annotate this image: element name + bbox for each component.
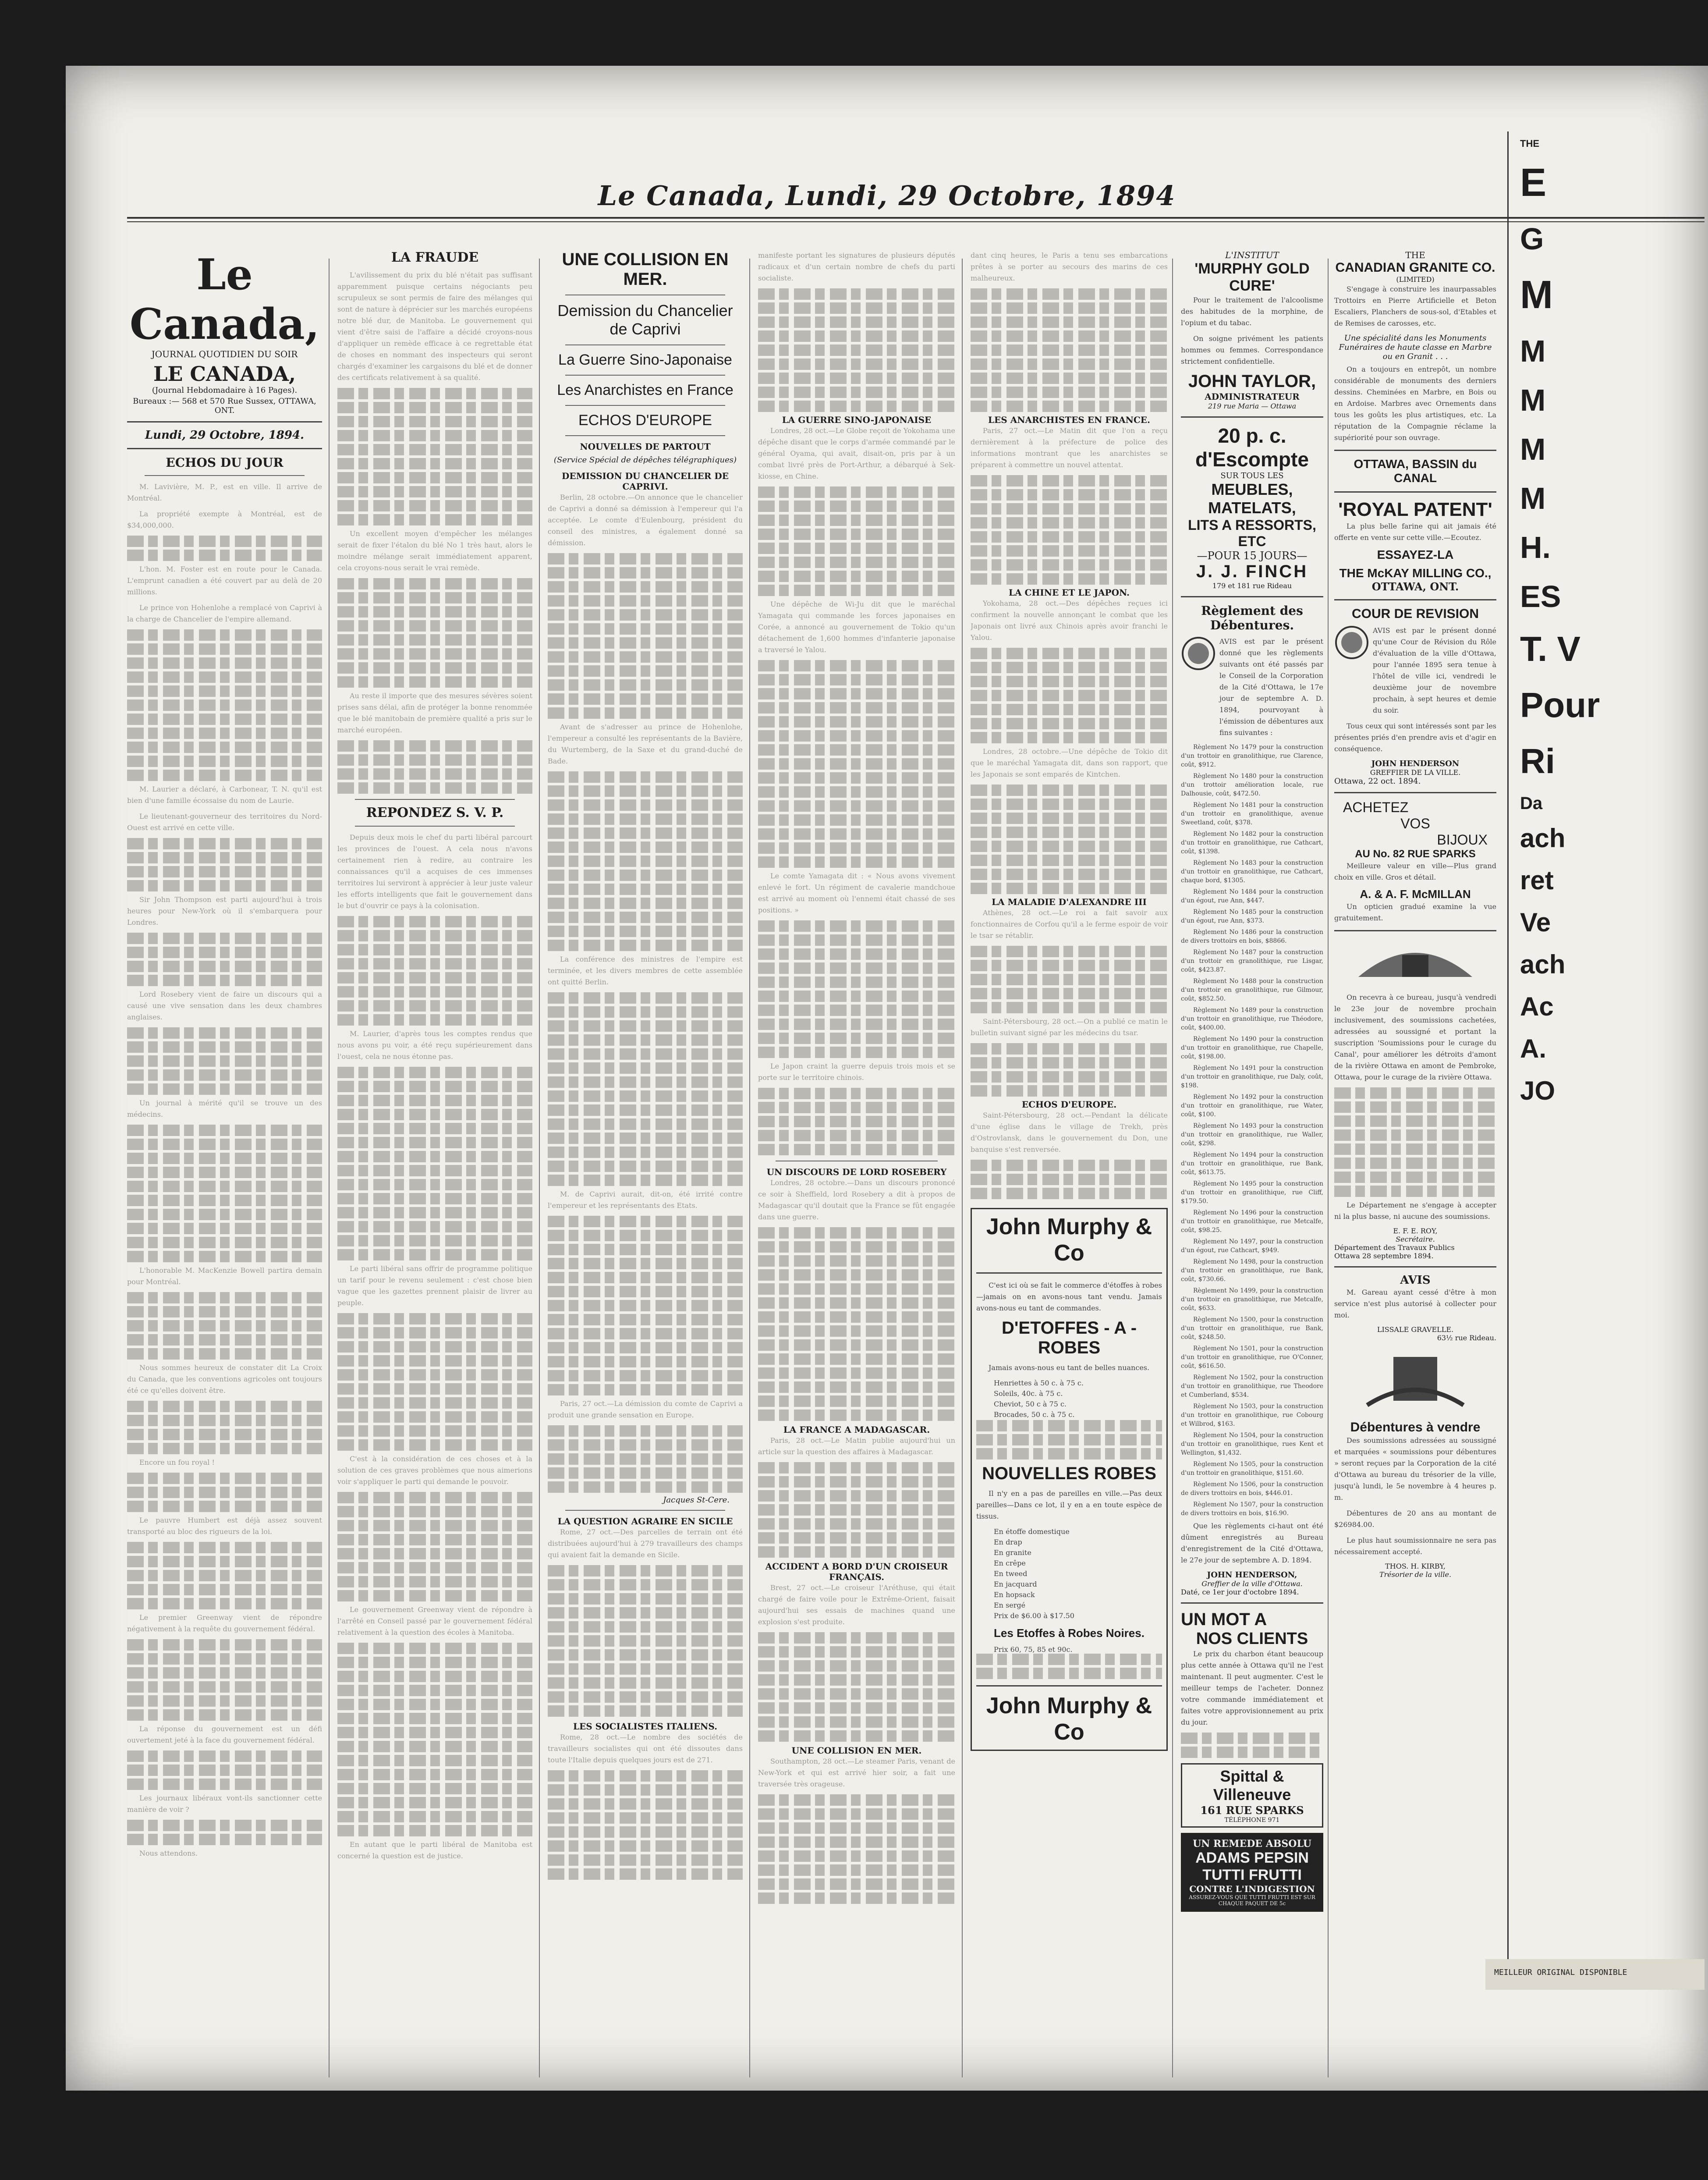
- article-paragraph: Yokohama, 28 oct.—Des dépêches reçues ici confirment la nouvelle annonçant le combat que les Japonais ont livré aux Chinois après avoir franchi le Yalou.: [971, 599, 1168, 642]
- ad-text: UN REMEDE ABSOLU: [1193, 1838, 1311, 1850]
- ad-text: La plus belle farine qui ait jamais été offerte en vente sur cette ville.—Ecoutez.: [1334, 522, 1496, 542]
- bylaw-item: Règlement No 1501, pour la construction d'un trottoir en granolithique, rue O'Conner, coût, $616.50.: [1181, 1345, 1323, 1370]
- bylaw-item: Règlement No 1504, pour la construction d'un trottoir en granolithique, rues Kent et Wellington, $1,432.: [1181, 1432, 1323, 1456]
- edge-fragment: ES: [1520, 579, 1561, 614]
- notice-text: Des soumissions adressées au soussigné et marquées « soumissions pour débentures » seront reçues par la Corporation de la cité d'Ottawa au bureau du trésorier de la ville, jusqu'à lundi, le 5e novembre à 4 heures p. m.: [1334, 1436, 1496, 1502]
- ad-text: ADMINISTRATEUR: [1205, 391, 1300, 402]
- newspaper-page: [66, 66, 1708, 2091]
- article-paragraph: Londres, 28 octobre.—Une dépêche de Tokio dit que le maréchal Yamagata dit, dans son rapport, que les Japonais se sont emparés de Kintchen.: [971, 747, 1168, 778]
- article-paragraph: Un excellent moyen d'empêcher les mélanges serait de fixer l'étalon du blé No 1 très haut, alors le moindre mélange serait immédiatement apparent, cela croyons-nous serait le vrai remède.: [337, 529, 532, 572]
- signatory-title: Greffier de la ville d'Ottawa.: [1201, 1580, 1303, 1588]
- news-item: Encore un fou royal !: [139, 1458, 215, 1466]
- ad-list-item: En sergé: [994, 1601, 1026, 1609]
- divider: [145, 475, 305, 476]
- notice-intro: [1181, 636, 1323, 743]
- ad-title: ADAMS PEPSIN: [1195, 1850, 1309, 1866]
- column-divider: [1172, 259, 1173, 2077]
- notice-text: On recevra à ce bureau, jusqu'à vendredi le 23e jour de novembre prochain inclusivement, des soumissions cachetées, adressées au soussigné et portant la suscription 'Soumissions pour le curage du Canal', pour améliorer les détroits d'amont de la rivière Ottawa en amont de Pembroke, Ottawa, pour le curage de la rivière Ottawa.: [1334, 993, 1496, 1081]
- signatory: LISSALE GRAVELLE.: [1377, 1325, 1454, 1334]
- divider: [355, 799, 515, 800]
- signatory: JOHN HENDERSON,: [1207, 1570, 1297, 1580]
- ad-list: [976, 1378, 1162, 1420]
- article-paragraph: Paris, 27 oct.—La démission du comte de Caprivi a produit une grande sensation en Europe.: [548, 1399, 743, 1419]
- ad-text: Jamais avons-nous eu tant de belles nuances.: [989, 1363, 1150, 1372]
- article-paragraph: Brest, 27 oct.—Le croiseur l'Aréthuse, qui était chargé de faire voile pour le Extrême-Orient, faisait aujourd'hui ses essais de machines quand une explosion s'est produite.: [758, 1584, 955, 1626]
- ad-title: VOS: [1400, 816, 1430, 831]
- ad-label: L'INSTITUT: [1225, 250, 1279, 260]
- article-paragraph: Rome, 28 oct.—Le nombre des sociétés de travailleurs socialistes qui ont été dissoutes dans toute l'Italie depuis quelques jours est de 271.: [548, 1733, 743, 1764]
- bylaw-item: Règlement No 1495 pour la construction d'un trottoir en granolithique, rue Cliff, $179.50.: [1181, 1180, 1323, 1205]
- article-heading: LA FRAUDE: [391, 250, 479, 265]
- notice-date: Ottawa, 22 oct. 1894.: [1334, 777, 1421, 786]
- ad-title: 'ROYAL PATENT': [1338, 499, 1492, 520]
- ad-list-item: Henriettes à 50 c. à 75 c.: [994, 1379, 1084, 1387]
- divider: [1181, 416, 1323, 418]
- ad-text: CONTRE L'INDIGESTION: [1189, 1884, 1315, 1894]
- masthead: Le Canada, Lundi, 29 Octobre, 1894: [598, 180, 1176, 212]
- ad-title: BIJOUX: [1437, 832, 1488, 848]
- article-paragraph: Londres, 28 oct.—Le Globe reçoit de Yokohama une dépêche disant que le corps d'armée commandé par le général Oyama, qui avait, disait-on, pris par à un combat livré près de Port-Arthur, a débarqué à Sek-kiosse, en Chine.: [758, 426, 955, 480]
- ad-text: 219 rue Maria — Ottawa: [1208, 402, 1297, 410]
- bylaw-item: Règlement No 1502, pour la construction d'un trottoir en granolithique, rue Theodore et Cumberland, $534.: [1181, 1374, 1323, 1399]
- article-paragraph: L'avilissement du prix du blé n'était pas suffisant apparemment puisque certains négociants peu scrupuleux se sont permis de faire des mélanges qui sont de nature à déprécier sur les marchés européens notre blé dur, de Manitoba. Le gouvernement qui vient d'être saisi de l'affaire a décidé croyons-nous d'appliquer un remède efficace à ce regrettable état de choses en nommant des inspecteurs qui seront chargés d'examiner les cargaisons du blé et de donner des certificats relativement à sa qualité.: [337, 271, 532, 382]
- article-paragraph: Southampton, 28 oct.—Le steamer Paris, venant de New-York et qui est arrivé hier soir, a fait une traversée très orageuse.: [758, 1757, 955, 1788]
- bylaw-item: Règlement No 1491 pour la construction d'un trottoir en granolithique, rue Daly, coût, $198.: [1181, 1065, 1323, 1089]
- article-paragraph: Rome, 27 oct.—Des parcelles de terrain ont été distribuées aujourd'hui à 279 travailleurs des champs qui avaient fait la demande en Sicile.: [548, 1528, 743, 1559]
- column-divider: [329, 259, 330, 2077]
- article-paragraph: Londres, 28 octobre.—Dans un discours prononcé ce soir à Sheffield, lord Rosebery a dit à propos de Madagascar qu'il doutait que la France se fût engagée dans une guerre.: [758, 1179, 955, 1221]
- ad-title: J. J. FINCH: [1196, 562, 1308, 581]
- weekly-note: (Journal Hebdomadaire à 16 Pages).: [152, 386, 298, 395]
- ad-text: AU No. 82 RUE SPARKS: [1355, 848, 1476, 860]
- ad-text: Il n'y en a pas de pareilles en ville.—Pas deux pareilles—Dans ce lot, il y en a en toute espèce de tissus.: [976, 1489, 1162, 1520]
- signatory-address: 63½ rue Rideau.: [1437, 1334, 1496, 1342]
- ad-list-item: Soleils, 40c. à 75 c.: [994, 1389, 1063, 1398]
- ad-text: Le prix du charbon étant beaucoup plus cette année à Ottawa qu'il ne l'est maintenant. Il peut augmenter. C'est le meilleur temps de l'acheter. Donnez votre commande immédiatement et faites votre approvisionnement au prix du jour.: [1181, 1650, 1323, 1726]
- column-4: [758, 250, 955, 2073]
- edge-fragments: [1509, 131, 1697, 1112]
- bylaw-item: Règlement No 1507, pour la construction de divers trottoirs en bois, $16.90.: [1181, 1501, 1323, 1517]
- article-paragraph: Athènes, 28 oct.—Le roi a fait savoir aux fonctionnaires de Corfou qu'il a le ferme espoir de voir le tsar se rétablir.: [971, 909, 1168, 940]
- ad-text: Meilleure valeur en ville—Plus grand choix en ville. Gros et détail.: [1334, 862, 1496, 881]
- adjacent-page-edge: [1507, 131, 1697, 1972]
- edge-fragment: G: [1520, 222, 1544, 256]
- column-divider: [1328, 259, 1329, 2077]
- edge-fragment: M: [1520, 432, 1546, 467]
- column-6: [1181, 250, 1323, 2073]
- column-7: [1334, 250, 1496, 2073]
- divider: [976, 1685, 1162, 1686]
- bylaw-item: Règlement No 1494 pour la construction d'un trottoir en granolithique, rue Bank, coût, $613.75.: [1181, 1151, 1323, 1176]
- edge-fragment: ach: [1520, 824, 1566, 853]
- murphy-ad: [971, 1208, 1168, 1751]
- ad-title: ACHETEZ: [1343, 799, 1409, 815]
- news-item: Le pauvre Humbert est déjà assez souvent transporté au bloc des rigueurs de la loi.: [127, 1516, 322, 1536]
- news-item: Sir John Thompson est parti aujourd'hui à trois heures pour New-York où il s'embarquera pour Londres.: [127, 895, 322, 927]
- ad-title: 'MURPHY GOLD CURE': [1194, 260, 1310, 294]
- divider: [1334, 930, 1496, 931]
- ad-label: THE: [1405, 250, 1425, 260]
- divider: [1334, 450, 1496, 451]
- notice-heading: Débentures à vendre: [1350, 1420, 1481, 1434]
- ad-list-item: En drap: [994, 1538, 1022, 1546]
- article-paragraph: Saint-Pétersbourg, 28 oct.—Pendant la délicate d'une église dans le village de Trekh, près d'Ostrovlansk, dans le gouvernement du Don, une banquise s'est renversée.: [971, 1111, 1168, 1154]
- divider: [127, 448, 322, 449]
- ad-text: Prix 60, 75, 85 et 90c.: [994, 1645, 1073, 1654]
- article-paragraph: Le parti libéral sans offrir de programme politique un tarif pour le revenu seulement : c'est chose bien vague que les gazettes prennent plaisir de livrer au peuple.: [337, 1264, 532, 1307]
- news-item: M. Lavivière, M. P., est en ville. Il arrive de Montréal.: [127, 483, 322, 502]
- bylaw-item: Règlement No 1483 pour la construction d'un trottoir en granolithique, rue Cathcart, chaque bord, $1305.: [1181, 859, 1323, 884]
- ad-heading: NOUVELLES ROBES: [982, 1464, 1156, 1483]
- edge-fragment: JO: [1520, 1076, 1556, 1106]
- divider: [565, 405, 725, 406]
- signatory: JOHN HENDERSON: [1371, 759, 1460, 768]
- headline: UNE COLLISION EN MER.: [562, 250, 729, 289]
- divider: [1334, 792, 1496, 793]
- ad-title: MEUBLES,: [1211, 480, 1293, 498]
- ad-text: (LIMITED): [1396, 275, 1435, 284]
- column-3: [548, 250, 743, 2073]
- edge-fragment: THE: [1520, 138, 1539, 149]
- bylaw-item: Règlement No 1490 pour la construction d'un trottoir en granolithique, rue Chapelle, coût, $198.00.: [1181, 1036, 1323, 1060]
- ad-heading: Les Etoffes à Robes Noires.: [994, 1626, 1145, 1640]
- article-paragraph: C'est à la considération de ces choses et à la solution de ces graves problèmes que nous aimerions voir s'appliquer le parti qui demande le pouvoir.: [337, 1455, 532, 1486]
- ad-title: A. & A. F. McMILLAN: [1360, 888, 1471, 901]
- news-item: Nous sommes heureux de constater dit La Croix du Canada, que les conventions agricoles ont toujours été ce qu'elles doivent être.: [127, 1363, 322, 1395]
- bylaw-item: Règlement No 1498, pour la construction d'un trottoir en granolithique, rue Bank, coût, $730.66.: [1181, 1258, 1323, 1283]
- divider: [1334, 491, 1496, 493]
- divider: [976, 1272, 1162, 1274]
- deck: NOUVELLES DE PARTOUT: [580, 441, 711, 452]
- ad-text: OTTAWA, ONT.: [1371, 580, 1459, 593]
- notice-heading: COUR DE REVISION: [1351, 607, 1479, 621]
- edge-fragment: M: [1520, 481, 1546, 516]
- bylaw-item: Règlement No 1485 pour la construction d'un égout, rue Ann, $373.: [1181, 909, 1323, 924]
- bylaw-item: Règlement No 1479 pour la construction d'un trottoir en granolithique, rue Clarence, coût, $912.: [1181, 744, 1323, 768]
- article-paragraph: Le Japon craint la guerre depuis trois mois et se porte sur le territoire chinois.: [758, 1062, 955, 1082]
- news-item: Le premier Greenway vient de répondre négativement à la requête du gouvernement fédéral.: [127, 1613, 322, 1633]
- bylaw-item: Règlement No 1505, pour la construction d'un trottoir en granolithique, $151.60.: [1181, 1461, 1323, 1477]
- ad-title: OTTAWA, BASSIN du CANAL: [1354, 457, 1477, 485]
- signatory: E. F. E. ROY,: [1393, 1227, 1438, 1235]
- city-seal-icon: [1334, 625, 1369, 660]
- ad-text: —POUR 15 JOURS—: [1197, 550, 1308, 562]
- edge-fragment: ach: [1520, 950, 1566, 980]
- article-heading: LA MALADIE D'ALEXANDRE III: [992, 897, 1147, 907]
- article-heading: LA QUESTION AGRAIRE EN SICILE: [557, 1516, 733, 1527]
- notice-date: Daté, ce 1er jour d'octobre 1894.: [1181, 1588, 1299, 1596]
- ad-list-item: En hopsack: [994, 1591, 1035, 1599]
- edge-fragment: Ve: [1520, 908, 1551, 937]
- bylaw-item: Règlement No 1496 pour la construction d'un trottoir en granolithique, rue Metcalfe, coût, $98.25.: [1181, 1209, 1323, 1234]
- edge-fragment: A.: [1520, 1034, 1546, 1064]
- ad-list-item: En jacquard: [994, 1580, 1037, 1588]
- column-1: [127, 250, 322, 2073]
- notice-text: AVIS est par le présent donné qu'une Cour de Révision du Rôle d'évaluation de la ville d'Ottawa, pour l'année 1895 sera tenue à l'hôtel de ville ici, vendredi le deuxième jour de novembre prochain, à sept heures et demie du soir.: [1373, 626, 1496, 714]
- article-paragraph: dant cinq heures, le Paris a tenu ses embarcations prêtes à se porter au secours des marins de ces malheureux.: [971, 251, 1168, 282]
- ad-title: CANADIAN GRANITE CO.: [1335, 260, 1495, 275]
- edge-fragment: E: [1520, 161, 1547, 205]
- article-heading: LES SOCIALISTES ITALIENS.: [573, 1721, 718, 1732]
- ad-title: John Murphy & Co: [986, 1214, 1152, 1266]
- ad-title: JOHN TAYLOR,: [1188, 372, 1316, 391]
- bylaw-item: Règlement No 1487 pour la construction d'un trottoir en granolithique, rue Lisgar, coût, $423.87.: [1181, 949, 1323, 973]
- article-heading: DEMISSION DU CHANCELIER DE CAPRIVI.: [562, 471, 729, 492]
- article-paragraph: M. de Caprivi aurait, dit-on, été irrité contre l'empereur et les représentants des Etats.: [548, 1190, 743, 1210]
- coat-of-arms-icon: [1350, 937, 1481, 986]
- article-paragraph: Saint-Pétersbourg, 28 oct.—On a publié ce matin le bulletin suivant signé par les médecins du tsar.: [971, 1017, 1168, 1037]
- notice-text: Le Département ne s'engage à accepter ni la plus basse, ni aucune des soumissions.: [1334, 1201, 1496, 1221]
- article-paragraph: Avant de s'adresser au prince de Hohenlohe, l'empereur a consulté les représentants de la Bavière, du Wurtemberg, de la Saxe et du grand-duché de Bade.: [548, 723, 743, 765]
- ad-list: [976, 1527, 1162, 1621]
- article-heading: ECHOS D'EUROPE.: [1021, 1099, 1117, 1110]
- divider: [1334, 599, 1496, 600]
- notice-date: Département des Travaux Publics Ottawa 28 septembre 1894.: [1334, 1243, 1455, 1260]
- microfilm-label: MEILLEUR ORIGINAL DISPONIBLE: [1485, 1959, 1704, 1990]
- divider: [1181, 596, 1323, 597]
- byline: Jacques St-Cere.: [663, 1495, 730, 1505]
- notice-text: Que les règlements ci-haut ont été dûment enregistrés au Bureau d'enregistrement de la Cité d'Ottawa, le 27e jour de septembre A. D. 1894.: [1181, 1522, 1323, 1564]
- ad-title: LITS A RESSORTS, ETC: [1188, 517, 1316, 549]
- article-heading: REPONDEZ S. V. P.: [366, 805, 504, 820]
- paper-subtitle: JOURNAL QUOTIDIEN DU SOIR: [151, 349, 298, 359]
- ad-text: S'engage à construire les inaurpassables Trottoirs en Pierre Artificielle et Beton Escaliers, Planchers de sous-sol, d'Etables et de Remises de carosses, etc.: [1334, 285, 1496, 327]
- article-paragraph: M. Laurier, d'après tous les comptes rendus que nous avons pu voir, a été reçu supérieurement dans l'ouest, cela ne nous étonne pas.: [337, 1030, 532, 1061]
- ad-title: ESSAYEZ-LA: [1377, 548, 1454, 561]
- paper-title: Le Canada,: [129, 250, 320, 349]
- edge-fragment: H.: [1520, 530, 1551, 565]
- news-item: L'honorable M. MacKenzie Bowell partira demain pour Montréal.: [127, 1266, 322, 1286]
- article-paragraph: En autant que le parti libéral de Manitoba est concerné la question est de justice.: [337, 1840, 532, 1860]
- deck: Demission du Chancelier de Caprivi: [557, 302, 733, 338]
- city-arms-icon: [1350, 1348, 1481, 1414]
- divider: [1181, 1602, 1323, 1604]
- edge-fragment: M: [1520, 334, 1546, 369]
- article-paragraph: La conférence des ministres de l'empire est terminée, et les divers membres de cette assemblée ont quitté Berlin.: [548, 955, 743, 986]
- bylaw-item: Règlement No 1497, pour la construction d'un égout, rue Cathcart, $949.: [1181, 1238, 1323, 1254]
- bylaw-item: Règlement No 1480 pour la construction d'un trottoir amélioration locale, rue Dalhousie, coût, $472.50.: [1181, 773, 1323, 797]
- bylaw-item: Règlement No 1489 pour la construction d'un trottoir en granolithique, rue Théodore, coût, $400.00.: [1181, 1007, 1323, 1031]
- ad-text: Pour le traitement de l'alcoolisme des habitudes de la morphine, de l'opium et du tabac.: [1181, 296, 1323, 327]
- divider: [565, 1510, 725, 1511]
- bylaw-list: [1181, 743, 1323, 1518]
- ad-list-item: En tweed: [994, 1569, 1028, 1578]
- ad-text: On soigne privément les patients hommes ou femmes. Correspondance strictement confidentielle.: [1181, 334, 1323, 366]
- divider: [565, 375, 725, 376]
- bylaw-item: Règlement No 1488 pour la construction d'un trottoir en granolithique, rue Gilmour, coût, $852.50.: [1181, 978, 1323, 1002]
- notice-text: AVIS est par le présent donné que les règlements suivants ont été passés par le Conseil de la Corporation de la Cité d'Ottawa, le 17e jour de septembre A. D. 1894, pourvoyant à l'émission de débentures aux fins suivantes :: [1219, 637, 1323, 737]
- news-item: Un journal à mérité qu'il se trouve un des médecins.: [127, 1099, 322, 1118]
- bylaw-item: Règlement No 1493 pour la construction d'un trottoir en granolithique, rue Waller, coût, $298.: [1181, 1122, 1323, 1147]
- column-divider: [749, 259, 750, 2077]
- edge-fragment: Ri: [1520, 742, 1555, 781]
- signatory: THOS. H. KIRBY,: [1385, 1562, 1446, 1570]
- ad-text: 179 et 181 rue Rideau: [1212, 582, 1292, 590]
- tutti-frutti-ad: [1181, 1833, 1323, 1912]
- article-paragraph: Une dépêche de Wi-Ju dit que le maréchal Yamagata qui commande les forces japonaises en Corée, a annoncé au gouvernement de Tokio qu'un détachement de 1,600 hommes d'infanterie japonaise a traversé le Yalou.: [758, 600, 955, 654]
- ad-heading: D'ETOFFES - A - ROBES: [1001, 1318, 1137, 1357]
- news-item: La réponse du gouvernement est un défi ouvertement jeté à la face du gouvernement fédéral.: [127, 1725, 322, 1744]
- article-heading: LA CHINE ET LE JAPON.: [1009, 587, 1130, 598]
- ad-list-item: En crêpe: [994, 1559, 1026, 1567]
- column-divider: [962, 259, 963, 2077]
- edge-fragment: ret: [1520, 866, 1554, 895]
- edge-fragment: T. V: [1520, 629, 1580, 669]
- article-paragraph: Depuis deux mois le chef du parti libéral parcourt les provinces de l'ouest. A cela nous n'avons certainement rien à redire, au contraire les connaissances qu'il a acquises de ces immenses territoires lui serviront à apprécier à leur juste valeur les efforts intelligents que fait le gouvernement dans le but d'ouvrir ce pays à la colonisation.: [337, 833, 532, 910]
- ad-title: THE McKAY MILLING CO.,: [1339, 566, 1492, 580]
- article-heading: ACCIDENT A BORD D'UN CROISEUR FRANÇAIS.: [765, 1561, 948, 1582]
- masthead-rule: [127, 217, 1704, 219]
- article-paragraph: Paris, 27 oct.—Le Matin dit que l'on a reçu dernièrement à la préfecture de police des informations montrant que les anarchistes se préparent à commettre un nouvel attentat.: [971, 426, 1168, 469]
- bylaw-item: Règlement No 1481 pour la construction d'un trottoir en granolithique, avenue Sweetland, coût, $378.: [1181, 802, 1323, 826]
- news-item: Le lieutenant-gouverneur des territoires du Nord-Ouest est arrivé en cette ville.: [127, 812, 322, 832]
- signatory-title: Secrétaire.: [1396, 1235, 1435, 1243]
- bylaw-item: Règlement No 1499, pour la construction d'un trottoir en granolithique, rue Metcalfe, coût, $633.: [1181, 1287, 1323, 1312]
- divider: [1334, 1266, 1496, 1268]
- ad-title: UN MOT A: [1181, 1610, 1267, 1629]
- article-heading: UNE COLLISION EN MER.: [791, 1745, 922, 1756]
- edge-fragment: Da: [1520, 794, 1543, 813]
- edge-fragment: M: [1520, 383, 1546, 418]
- ad-list-item: Brocades, 50 c. à 75 c.: [994, 1410, 1075, 1419]
- notice-intro: [1334, 625, 1496, 721]
- deck: Les Anarchistes en France: [557, 382, 734, 398]
- masthead-rule-thin: [127, 221, 1704, 222]
- ad-text: TÉLÉPHONE 971: [1224, 1817, 1280, 1824]
- ad-list-item: En granite: [994, 1548, 1031, 1557]
- article-heading: LA GUERRE SINO-JAPONAISE: [782, 415, 932, 425]
- bylaw-item: Règlement No 1500, pour la construction d'un trottoir en granolithique, rue Bank, coût, $248.50.: [1181, 1316, 1323, 1341]
- ad-text: Une spécialité dans les Monuments Funéraires de haute classe en Marbre ou en Granit . . .: [1339, 334, 1492, 361]
- issue-date: Lundi, 29 Octobre, 1894.: [145, 429, 305, 442]
- ad-text: SUR TOUS LES: [1220, 471, 1284, 480]
- article-paragraph: Berlin, 28 octobre.—On annonce que le chancelier de Caprivi a donné sa démission à l'empereur qui l'a acceptée. Le comte d'Eulenbourg, président du conseil des ministres, a également donné sa démission.: [548, 493, 743, 547]
- city-seal-icon: [1181, 636, 1216, 671]
- section-heading: ECHOS DU JOUR: [166, 455, 283, 470]
- ad-title: NOS CLIENTS: [1196, 1630, 1308, 1648]
- divider: [565, 435, 725, 436]
- ad-text: 161 RUE SPARKS: [1200, 1804, 1304, 1817]
- notice-text: M. Gareau ayant cessé d'être à mon service n'est plus autorisé à collecter pour moi.: [1334, 1288, 1496, 1319]
- office-address: Bureaux :— 568 et 570 Rue Sussex, OTTAWA, ONT.: [133, 397, 316, 415]
- news-item: Nous attendons.: [139, 1849, 198, 1857]
- article-paragraph: manifeste portant les signatures de plusieurs députés radicaux et d'un certain nombre de chefs du parti socialiste.: [758, 251, 955, 282]
- signatory-title: Trésorier de la ville.: [1379, 1570, 1452, 1579]
- spittal-ad: [1181, 1763, 1323, 1828]
- news-item: Le prince von Hohenlohe a remplacé von Caprivi à la charge de Chancelier de l'empire allemand.: [127, 604, 322, 623]
- weekly-title: LE CANADA,: [153, 362, 296, 386]
- ad-title: John Murphy & Co: [986, 1693, 1152, 1745]
- bylaw-item: Règlement No 1482 pour la construction d'un trottoir en granolithique, rue Cathcart, coût, $1398.: [1181, 831, 1323, 855]
- article-paragraph: Le comte Yamagata dit : « Nous avons vivement enlevé le fort. Un régiment de cavalerie mandchoue est arrivé au moment où l'ennemi était chassé de ses positions. »: [758, 872, 955, 914]
- bylaw-item: Règlement No 1503, pour la construction d'un trottoir en granolithique, rue Cobourg et Wilbrod, $163.: [1181, 1403, 1323, 1427]
- news-item: L'hon. M. Foster est en route pour le Canada. L'emprunt canadien a été couvert par au delà de 20 millions.: [127, 565, 322, 596]
- article-heading: LA FRANCE A MADAGASCAR.: [783, 1424, 930, 1435]
- column-divider: [539, 259, 540, 2077]
- column-5: [971, 250, 1168, 2073]
- ad-list-item: Cheviot, 50 c à 75 c.: [994, 1400, 1067, 1408]
- deck: La Guerre Sino-Japonaise: [558, 351, 732, 368]
- article-heading: UN DISCOURS DE LORD ROSEBERY: [766, 1167, 947, 1177]
- notice-text: Débentures de 20 ans au montant de $26984.00.: [1334, 1509, 1496, 1529]
- article-paragraph: Au reste il importe que des mesures sévères soient prises sans délai, afin de protéger la bonne renommée que le blé manitobain de première qualité a pris sur le marché européen.: [337, 692, 532, 734]
- article-paragraph: Le gouvernement Greenway vient de répondre à l'arrêté en Conseil passé par le gouvernement fédéral relativement à la question des écoles à Manitoba.: [337, 1605, 532, 1637]
- ad-text: On a toujours en entrepôt, un nombre considérable de monuments des derniers dessins. Cheminées en Marbre, en Bois ou en Ardoise. Marbres avec Ornements dans tous les goûts les plus artistiques, etc. La réputation de la Compagnie réclame la supériorité pour son ouvrage.: [1334, 365, 1496, 442]
- notice-text: Le plus haut soumissionnaire ne sera pas nécessairement accepté.: [1334, 1536, 1496, 1556]
- news-item: M. Laurier a déclaré, à Carbonear, T. N. qu'il est bien d'une famille écossaise du nom de Laurie.: [127, 785, 322, 805]
- edge-fragment: M: [1520, 273, 1553, 317]
- divider: [127, 421, 322, 423]
- column-2: [337, 250, 532, 2073]
- ad-list-item: En étoffe domestique: [994, 1527, 1070, 1536]
- ad-text: Un opticien gradué examine la vue gratuitement.: [1334, 902, 1496, 922]
- bylaw-item: Règlement No 1486 pour la construction de divers trottoirs en bois, $8866.: [1181, 929, 1323, 944]
- ad-title: Spittal & Villeneuve: [1213, 1767, 1291, 1804]
- edge-fragment: Pour: [1520, 685, 1600, 725]
- ad-text: ASSUREZ-VOUS QUE TUTTI FRUTTI EST SUR CHAQUE PAQUET DE 5c: [1189, 1894, 1315, 1907]
- article-heading: LES ANARCHISTES EN FRANCE.: [988, 415, 1151, 425]
- ad-text: C'est ici où se fait le commerce d'étoffes à robes—jamais on en avons-nous tant vendu. Jamais avons-nous eu tant de commandes.: [976, 1281, 1162, 1312]
- ad-title: 20 p. c. d'Escompte: [1195, 424, 1309, 471]
- service-note: (Service Spécial de dépêches télégraphiques): [553, 455, 737, 465]
- edge-fragment: Ac: [1520, 992, 1554, 1022]
- ad-title: TUTTI FRUTTI: [1202, 1867, 1302, 1883]
- notice-heading: Règlement des Débentures.: [1201, 604, 1303, 632]
- news-item: Les journaux libéraux vont-ils sanctionner cette manière de voir ?: [127, 1794, 322, 1814]
- bylaw-item: Règlement No 1484 pour la construction d'un égout, rue Ann, $447.: [1181, 888, 1323, 904]
- notice-text: Tous ceux qui sont intéressés sont par les présentes priés d'en prendre avis et d'agir en conséquence.: [1334, 722, 1496, 753]
- signatory-title: GREFFIER DE LA VILLE.: [1370, 768, 1461, 777]
- news-item: Lord Rosebery vient de faire un discours qui a causé une vive sensation dans les deux chambres anglaises.: [127, 990, 322, 1021]
- divider: [565, 344, 725, 345]
- ad-title: MATELATS,: [1208, 499, 1296, 517]
- bylaw-item: Règlement No 1506, pour la construction de divers trottoirs en bois, $446.01.: [1181, 1481, 1323, 1497]
- bylaw-item: Règlement No 1492 pour la construction d'un trottoir en granolithique, rue Water, coût, $100.: [1181, 1094, 1323, 1118]
- ad-list-item: Prix de $6.00 à $17.50: [994, 1612, 1074, 1620]
- divider: [355, 826, 515, 827]
- news-item: La propriété exempte à Montréal, est de $34,000,000.: [127, 510, 322, 529]
- article-paragraph: Paris, 28 oct.—Le Matin publie aujourd'hui un article sur la question des affaires à Madagascar.: [758, 1436, 955, 1456]
- deck: ECHOS D'EUROPE: [578, 412, 712, 429]
- notice-heading: AVIS: [1400, 1274, 1431, 1287]
